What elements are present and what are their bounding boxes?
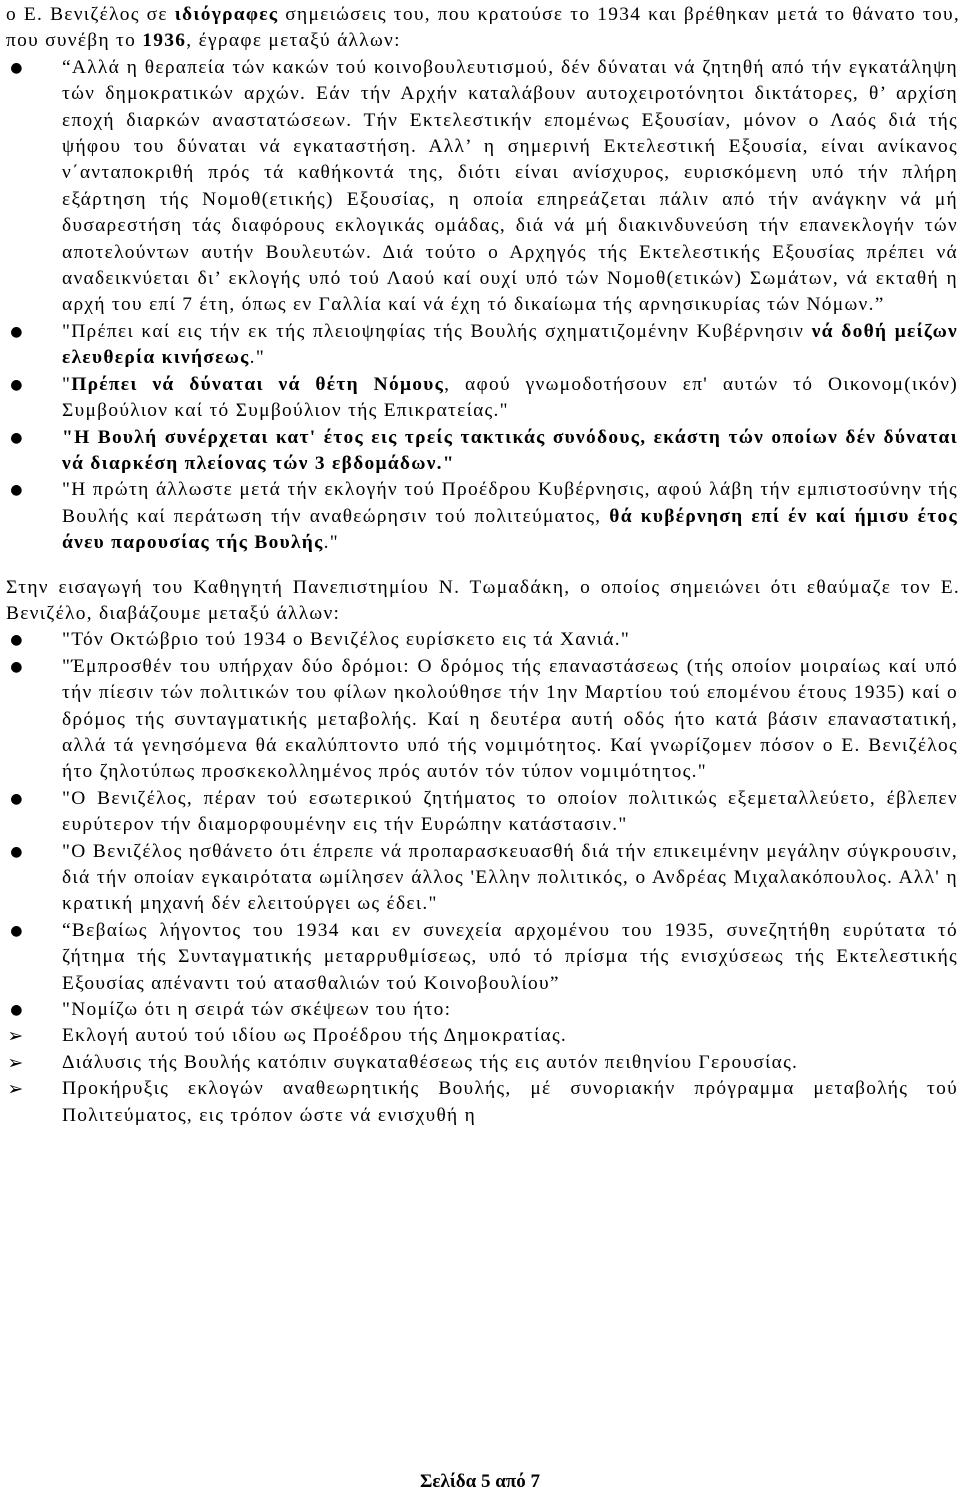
list-item: [0, 1050, 960, 1076]
list-item-text: "Πρέπει νά δύναται νά θέτη Νόμους, αφού γνωμοδοτήσουν επ' αυτών τό Οικονομ(ικόν) Συμβούλιον καί τό Συμβούλιον τής Επικρατείας.": [62, 373, 958, 422]
list-item: [0, 372, 960, 425]
list-item: [0, 918, 960, 997]
list-item: [0, 1076, 960, 1129]
list-item: [0, 425, 960, 478]
bullet-dot-icon: ●: [10, 658, 24, 675]
list-item-text: “Αλλά η θεραπεία τών κακών τού κοινοβουλευτισμού, δέν δύναται νά ζητηθή από τήν εγκατάληψη τών δημοκρατικών αρχών. Εάν τήν Αρχήν καταλάβουν αυτοχειροτόνητοι δικτάτορες, θ’ αρχίση εποχή διαρκών αναστατώσεων. Τήν Εκτελεστικήν επομένως Εξουσίαν, μόνον ο Λαός διά τής ψήφου του δύναται νά εγκαταστήση. Αλλ’ η σημερινή Εκτελεστική Εξουσία, είναι ανίκανος ν΄ανταποκριθή πρός τά καθήκοντά της, διότι είναι ανίσχυρος, ευρισκόμενη υπό τήν πλήρη εξάρτηση τής Νομοθ(ετικής) Εξουσίας, η οποία επηρεάζεται πάλιν από τήν ανάγκην νά μή δυσαρεστήση τάς διαφόρους εκλογικάς ομάδας, διά νά μή διακινδυνεύση τήν επανεκλογήν τών αποτελούντων αυτήν Βουλευτών. Διά τούτο ο Αρχηγός τής Εκτελεστικής Εξουσίας πρέπει νά αναδεικνύεται δι’ εκλογής υπό τού Λαού καί ουχί υπό τών Νομοθ(ετικών) Σωμάτων, νά εκταθή η αρχή του επί 7 έτη, όπως εν Γαλλία καί νά έχη τό δικαίωμα τής αρνησικυρίας τών Νόμων.”: [62, 56, 958, 316]
list-item: [0, 319, 960, 372]
document-body: [0, 2, 960, 1129]
list-item-text: "Η πρώτη άλλωστε μετά τήν εκλογήν τού Προέδρου Κυβέρνησις, αφού λάβη τήν εμπιστοσύνην τής Βουλής καί περάτωση τήν αναθεώρησιν τού πολιτεύματος, θά κυβέρνηση επί έν καί ήμισυ έτος άνευ παρουσίας τής Βουλής.": [62, 479, 958, 554]
list-item: [0, 1023, 960, 1049]
bullet-dot-icon: ●: [10, 323, 24, 340]
bullet-dot-icon: ●: [10, 632, 24, 649]
list-item-text: “Βεβαίως λήγοντος του 1934 και εν συνεχεία αρχομένου του 1935, συνεζητήθη ευρύτατα τό ζήτημα τής Συνταγματικής μεταρρυθμίσεως, υπό τό πρίσμα τής ενισχύσεως τής Εκτελεστικής Εξουσίας απέναντι τού ατασθαλιών τού Κοινοβουλίου”: [62, 919, 958, 994]
intro-paragraph: ο Ε. Βενιζέλος σε ιδιόγραφες σημειώσεις του, που κρατούσε το 1934 και βρέθηκαν μετά το θάνατο του, που συνέβη το 1936, έγραφε μεταξύ άλλων:: [6, 4, 960, 52]
quotes-tomadakis-list: [0, 627, 960, 1023]
list-item-text: "Νομίζω ότι η σειρά τών σκέψεων του ήτο:: [62, 999, 452, 1021]
list-item-text: "Πρέπει καί εις τήν εκ τής πλειοψηφίας τής Βουλής σχηματιζομένην Κυβέρνησιν νά δοθή μείζων ελευθερία κινήσεως.": [62, 320, 959, 369]
quotes-1934-list: [0, 55, 960, 557]
bullet-dot-icon: ●: [10, 482, 24, 499]
list-item: [0, 627, 960, 653]
list-item-text: "Η Βουλή συνέρχεται κατ' έτος εις τρείς τακτικάς συνόδους, εκάστη τών οποίων δέν δύναται νά διαρκέση πλείονας τών 3 εβδομάδων.": [62, 426, 958, 474]
list-item-text: "Ο Βενιζέλος ησθάνετο ότι έπρεπε νά προπαρασκευασθή διά τήν επικειμένην μεγάλην σύγκρουσιν, διά τήν οποίαν εγκαιρότατα ωμίλησεν άλλος 'Ελλην πολιτικός, ο Ανδρέας Μιχαλακόπουλος. Αλλ' η κρατική μηχανή δέν ελειτούργει ως έδει.": [62, 840, 958, 915]
bullet-dot-icon: ●: [10, 843, 24, 860]
list-item-text: "Ο Βενιζέλος, πέραν τού εσωτερικού ζητήματος το οποίον πολιτικώς εξεμεταλλεύετο, έβλεπεν ευρύτερον τήν διαμορφουμένην εις τήν Ευρώπην κατάστασιν.": [62, 787, 958, 836]
list-item-text: Εκλογή αυτού τού ιδίου ως Προέδρου τής Δημοκρατίας.: [62, 1025, 568, 1047]
arrow-bullet-icon: ➢: [7, 1078, 25, 1101]
paragraph-gap: [0, 557, 960, 575]
arrow-bullet-icon: ➢: [7, 1051, 25, 1074]
page-number-footer: Σελίδα 5 από 7: [420, 1471, 540, 1492]
arrow-list: [0, 1023, 960, 1129]
list-item: [0, 55, 960, 319]
list-item: [0, 839, 960, 918]
list-item: [0, 477, 960, 556]
list-item: [0, 786, 960, 839]
list-item-text: Διάλυσις τής Βουλής κατόπιν συγκαταθέσεως τής εις αυτόν πειθηνίου Γερουσίας.: [62, 1051, 799, 1073]
bullet-dot-icon: ●: [10, 1002, 24, 1019]
bullet-dot-icon: ●: [10, 59, 24, 76]
list-item-text: Προκήρυξις εκλογών αναθεωρητικής Βουλής, μέ συνοριακήν πρόγραμμα μεταβολής τού Πολιτεύματος, εις τρόπον ώστε νά ενισχυθή η: [62, 1078, 958, 1126]
bullet-dot-icon: ●: [10, 790, 24, 807]
bullet-dot-icon: ●: [10, 429, 24, 446]
bullet-dot-icon: ●: [10, 922, 24, 939]
second-intro-paragraph: Στην εισαγωγή του Καθηγητή Πανεπιστημίου Ν. Τωμαδάκη, ο οποίος σημειώνει ότι εθαύμαζε τον Ε. Βενιζέλο, διαβάζουμε μεταξύ άλλων:: [6, 576, 960, 624]
arrow-bullet-icon: ➢: [7, 1025, 25, 1048]
bullet-dot-icon: ●: [10, 376, 24, 393]
list-item: [0, 997, 960, 1023]
list-item-text: "Έμπροσθέν του υπήρχαν δύο δρόμοι: Ο δρόμος τής επαναστάσεως (τής οποίον μοιραίως καί υπό τήν πίεσιν τών πολιτικών του φίλων ηκολούθησε τήν 1ην Μαρτίου τού επομένου έτους 1935) καί ο δρόμος τής συνταγματικής μεταβολής. Καί η δευτέρα αυτή οδός ήτο κατά βάσιν επαναστατική, αλλά τά γενησόμενα θά εκαλύπτοντο υπό τής νομιμότητος. Καί γνωρίζομεν πόσον ο Ε. Βενιζέλος ήτο ζηλοτύπως προσκεκολλημένος πρός αυτόν τόν τύπον νομιμότητος.": [62, 655, 958, 783]
list-item-text: "Τόν Οκτώβριο τού 1934 ο Βενιζέλος ευρίσκετο εις τά Χανιά.": [62, 629, 631, 651]
list-item: [0, 654, 960, 786]
